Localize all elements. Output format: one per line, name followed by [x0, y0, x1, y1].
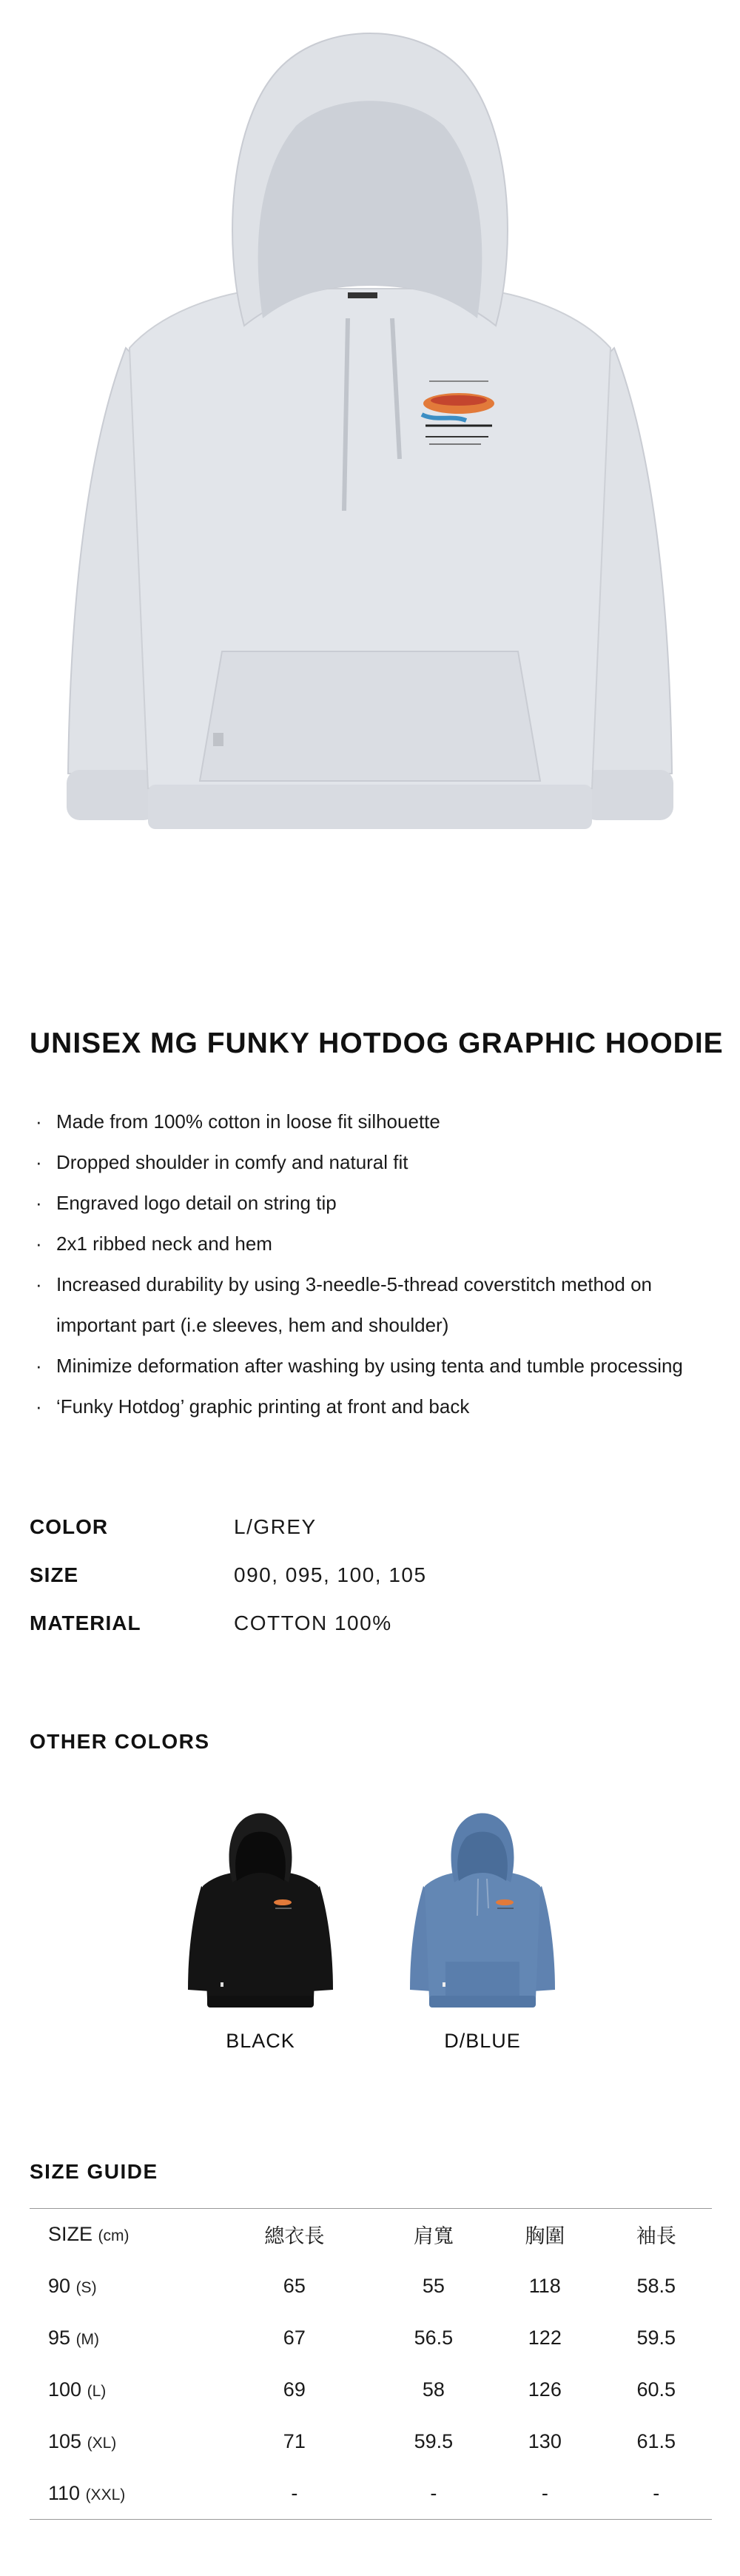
bullet: · — [36, 1355, 42, 1377]
feature-list — [30, 1101, 718, 1427]
spec-value: 090, 095, 100, 105 — [234, 1563, 427, 1586]
size-cell — [30, 2364, 211, 2416]
feature-text: Dropped shoulder in comfy and natural fit — [56, 1151, 408, 1173]
column-header: 胸圍 — [525, 2225, 565, 2248]
spec-key: MATERIAL — [30, 1611, 141, 1634]
spec-row-material — [30, 1599, 696, 1647]
column-header: 總衣長 — [264, 2225, 325, 2248]
feature-item — [30, 1264, 718, 1346]
feature-item — [30, 1183, 718, 1224]
product-image — [0, 0, 740, 888]
table-row — [30, 2468, 712, 2520]
feature-item — [30, 1142, 718, 1183]
size-value: 100 — [48, 2378, 82, 2401]
table-cell: 71 — [283, 2430, 306, 2452]
size-cell — [30, 2468, 211, 2520]
table-cell: 58.5 — [636, 2275, 676, 2297]
size-cell — [30, 2312, 211, 2364]
table-cell: 126 — [528, 2378, 562, 2401]
column-header: 袖長 — [636, 2225, 676, 2248]
feature-text: ‘Funky Hotdog’ graphic printing at front and back — [56, 1395, 470, 1418]
hoodie-thumbnail — [394, 1805, 571, 2012]
spec-table — [30, 1503, 696, 1647]
swatch-label: BLACK — [226, 2030, 295, 2052]
size-table-header-row — [30, 2209, 712, 2261]
table-cell: 69 — [283, 2378, 306, 2401]
color-swatch-dblue[interactable] — [394, 1805, 571, 2053]
size-value: 95 — [48, 2327, 71, 2349]
size-guide-table — [30, 2208, 712, 2520]
swatch-label: D/BLUE — [444, 2030, 521, 2052]
bullet: · — [36, 1395, 42, 1418]
table-cell: 118 — [528, 2275, 561, 2297]
size-value: 110 — [48, 2481, 81, 2504]
bullet: · — [36, 1110, 42, 1133]
size-value: 90 — [48, 2275, 71, 2297]
hoodie-right-cuff — [583, 770, 673, 820]
hoodie-neck-label — [348, 292, 377, 298]
bullet: · — [36, 1192, 42, 1214]
table-row — [30, 2261, 712, 2312]
table-cell: 130 — [528, 2430, 562, 2452]
size-value: 105 — [48, 2430, 82, 2452]
bullet: · — [36, 1151, 42, 1173]
size-label: (L) — [87, 2383, 107, 2400]
table-cell: - — [291, 2481, 298, 2504]
hoodie-pocket — [200, 651, 540, 781]
size-label: (XXL) — [85, 2486, 126, 2503]
bullet: · — [36, 1232, 42, 1255]
spec-key: SIZE — [30, 1563, 79, 1586]
other-colors-heading: OTHER COLORS — [30, 1730, 210, 1753]
size-header-label: SIZE — [48, 2223, 93, 2246]
spec-key: COLOR — [30, 1515, 109, 1538]
feature-item — [30, 1346, 718, 1386]
table-cell: - — [430, 2481, 437, 2504]
table-cell: 55 — [422, 2275, 445, 2297]
table-cell: 59.5 — [414, 2430, 454, 2452]
table-row — [30, 2364, 712, 2416]
feature-text: Made from 100% cotton in loose fit silhouette — [56, 1110, 440, 1133]
spec-row-color — [30, 1503, 696, 1551]
feature-text: 2x1 ribbed neck and hem — [56, 1232, 272, 1255]
spec-value: L/GREY — [234, 1515, 317, 1538]
bullet: · — [36, 1273, 42, 1295]
feature-item — [30, 1224, 718, 1264]
spec-value: COTTON 100% — [234, 1611, 392, 1634]
feature-text: Minimize deformation after washing by using tenta and tumble processing — [56, 1355, 683, 1377]
size-label: (S) — [75, 2279, 97, 2296]
feature-text: Increased durability by using 3-needle-5-thread coverstitch method on important part (i.e sleeves, hem and shoulder) — [56, 1273, 653, 1336]
size-cell — [30, 2261, 211, 2312]
spec-row-size — [30, 1551, 696, 1599]
table-cell: 65 — [283, 2275, 306, 2297]
hoodie-side-tab — [213, 733, 223, 746]
feature-text: Engraved logo detail on string tip — [56, 1192, 337, 1214]
size-cell — [30, 2416, 211, 2468]
table-cell: 58 — [422, 2378, 445, 2401]
size-label: (XL) — [87, 2435, 117, 2452]
feature-item — [30, 1386, 718, 1427]
color-swatch-black[interactable] — [172, 1805, 349, 2053]
feature-item — [30, 1101, 718, 1142]
table-cell: 67 — [283, 2327, 306, 2349]
size-column-header — [30, 2209, 211, 2261]
hoodie-hem — [148, 785, 592, 829]
size-guide-heading: SIZE GUIDE — [30, 2160, 158, 2183]
hoodie-thumbnail — [172, 1805, 349, 2012]
size-label: (M) — [75, 2331, 100, 2348]
table-cell: - — [653, 2481, 660, 2504]
table-cell: 59.5 — [636, 2327, 676, 2349]
table-cell: 60.5 — [636, 2378, 676, 2401]
table-cell: 56.5 — [414, 2327, 454, 2349]
hoodie-left-cuff — [67, 770, 157, 820]
size-unit: (cm) — [98, 2227, 130, 2245]
column-header: 肩寬 — [413, 2225, 454, 2248]
table-row — [30, 2416, 712, 2468]
table-cell: - — [541, 2481, 548, 2504]
table-cell: 122 — [528, 2327, 562, 2349]
table-row — [30, 2312, 712, 2364]
product-title: UNISEX MG FUNKY HOTDOG GRAPHIC HOODIE — [30, 1027, 724, 1059]
table-cell: 61.5 — [636, 2430, 676, 2452]
